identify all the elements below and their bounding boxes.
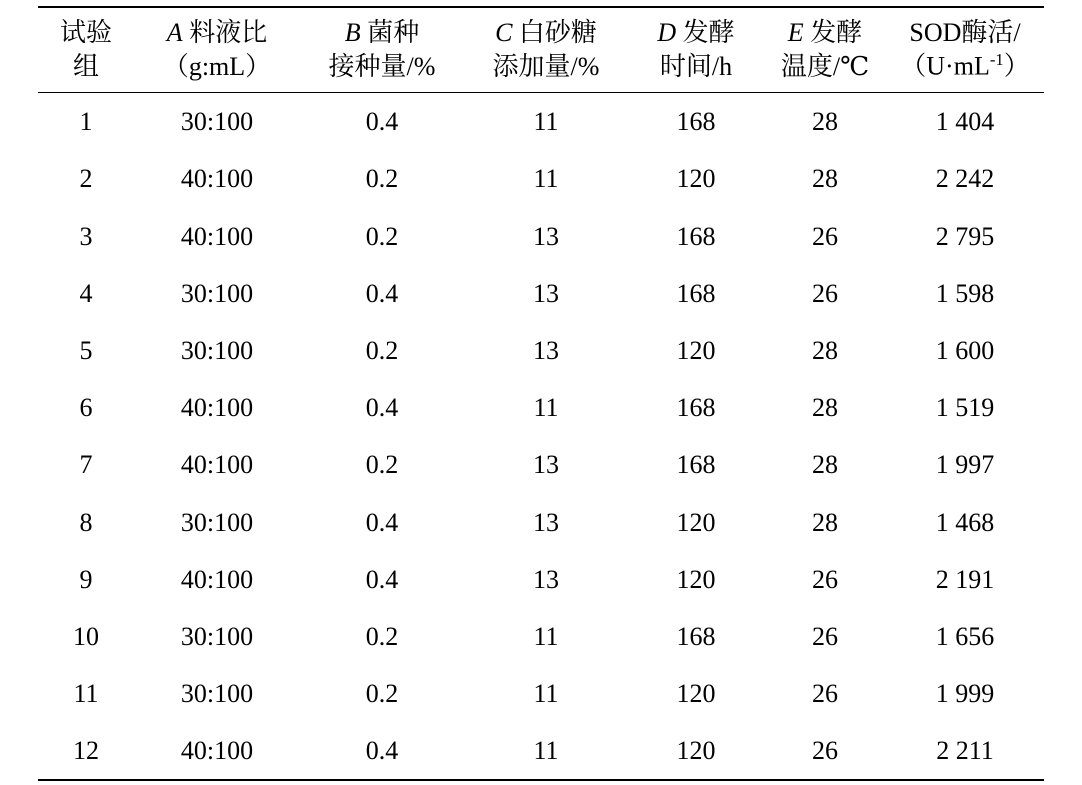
cell-factor_e: 28 bbox=[812, 107, 838, 137]
cell-factor_e: 26 bbox=[812, 621, 838, 651]
cell-factor_a: 30:100 bbox=[180, 107, 254, 137]
cell-factor_d: 168 bbox=[676, 278, 716, 308]
cell-factor_a: 40:100 bbox=[180, 564, 254, 594]
cell-factor_d: 120 bbox=[676, 507, 716, 537]
table-row bbox=[38, 208, 1044, 265]
column-header-factor-c-line1: C 白砂糖 bbox=[495, 18, 597, 48]
table-body bbox=[38, 93, 1044, 781]
cell-sod: 1 468 bbox=[935, 507, 995, 537]
cell-factor_a: 40:100 bbox=[180, 221, 254, 251]
cell-factor_c: 13 bbox=[533, 507, 559, 537]
column-header-factor-e bbox=[764, 7, 886, 93]
cell-sod: 1 656 bbox=[935, 621, 995, 651]
cell-factor_b: 0.2 bbox=[365, 621, 399, 651]
cell-group: 4 bbox=[79, 278, 93, 308]
cell-factor_a: 40:100 bbox=[134, 722, 300, 780]
cell-group: 3 bbox=[79, 221, 93, 251]
cell-factor_b: 0.2 bbox=[365, 679, 399, 709]
cell-factor_d: 120 bbox=[676, 564, 716, 594]
column-header-group-line2: 组 bbox=[72, 51, 99, 81]
cell-factor_c: 13 bbox=[533, 221, 559, 251]
cell-factor_b: 0.2 bbox=[365, 335, 399, 365]
cell-sod: 1 997 bbox=[935, 450, 995, 480]
cell-sod: 1 600 bbox=[935, 335, 995, 365]
cell-factor_e: 28 bbox=[812, 164, 838, 194]
cell-factor_c: 13 bbox=[533, 335, 559, 365]
cell-factor_c: 11 bbox=[533, 164, 559, 194]
cell-factor_e: 28 bbox=[812, 450, 838, 480]
cell-factor_e: 28 bbox=[812, 507, 838, 537]
column-header-factor-b bbox=[300, 7, 464, 93]
cell-factor_c: 13 bbox=[533, 564, 559, 594]
cell-factor_a: 30:100 bbox=[180, 621, 254, 651]
cell-sod: 2 795 bbox=[935, 221, 995, 251]
cell-factor_b: 0.4 bbox=[365, 564, 399, 594]
cell-group: 8 bbox=[79, 507, 93, 537]
cell-group: 2 bbox=[79, 164, 93, 194]
table-row bbox=[38, 265, 1044, 322]
table-row bbox=[38, 93, 1044, 151]
table-row bbox=[38, 665, 1044, 722]
cell-factor_b: 0.4 bbox=[365, 107, 399, 137]
cell-factor_b: 0.4 bbox=[365, 278, 399, 308]
experiment-design-table bbox=[38, 6, 1044, 781]
cell-factor_c: 13 bbox=[533, 278, 559, 308]
cell-factor_b: 0.4 bbox=[365, 393, 399, 423]
column-header-factor-b-line1: B 菌种 bbox=[344, 18, 420, 48]
column-header-factor-d-line2: 时间/h bbox=[659, 51, 733, 81]
cell-group: 1 bbox=[79, 107, 93, 137]
column-header-factor-a-line1: A 料液比 bbox=[166, 18, 268, 48]
column-header-sod bbox=[886, 7, 1044, 93]
table-row bbox=[38, 379, 1044, 436]
column-header-factor-a-line2: （g:mL） bbox=[162, 51, 272, 81]
column-header-factor-c-line2: 添加量/% bbox=[492, 51, 600, 81]
cell-sod: 1 519 bbox=[935, 393, 995, 423]
cell-sod: 1 999 bbox=[935, 679, 995, 709]
column-header-group-line1: 试验 bbox=[59, 18, 112, 48]
cell-factor_c: 11 bbox=[464, 722, 628, 780]
cell-sod: 1 598 bbox=[935, 278, 995, 308]
cell-sod: 2 191 bbox=[935, 564, 995, 594]
cell-factor_d: 120 bbox=[628, 722, 764, 780]
table-row bbox=[38, 494, 1044, 551]
cell-factor_c: 13 bbox=[533, 450, 559, 480]
cell-factor_a: 30:100 bbox=[180, 507, 254, 537]
cell-sod: 1 404 bbox=[935, 107, 995, 137]
table-header bbox=[38, 7, 1044, 93]
cell-factor_b: 0.2 bbox=[365, 450, 399, 480]
cell-factor_d: 120 bbox=[676, 164, 716, 194]
cell-group: 6 bbox=[79, 393, 93, 423]
cell-factor_b: 0.2 bbox=[365, 164, 399, 194]
column-header-factor-d-line1: D 发酵 bbox=[657, 18, 735, 48]
cell-factor_b: 0.4 bbox=[365, 507, 399, 537]
column-header-factor-c bbox=[464, 7, 628, 93]
cell-factor_d: 168 bbox=[676, 393, 716, 423]
table-row bbox=[38, 722, 1044, 780]
cell-factor_e: 26 bbox=[812, 564, 838, 594]
cell-sod: 2 242 bbox=[935, 164, 995, 194]
document-page bbox=[0, 6, 1082, 785]
cell-factor_d: 168 bbox=[676, 107, 716, 137]
cell-factor_b: 0.2 bbox=[365, 221, 399, 251]
cell-factor_a: 30:100 bbox=[180, 679, 254, 709]
cell-sod: 2 211 bbox=[886, 722, 1044, 780]
column-header-factor-e-line1: E 发酵 bbox=[787, 18, 863, 48]
table-row bbox=[38, 608, 1044, 665]
cell-factor_a: 30:100 bbox=[180, 335, 254, 365]
cell-factor_d: 168 bbox=[676, 450, 716, 480]
table-row bbox=[38, 436, 1044, 493]
cell-factor_a: 40:100 bbox=[180, 393, 254, 423]
cell-group: 10 bbox=[73, 621, 99, 651]
cell-factor_b: 0.4 bbox=[300, 722, 464, 780]
cell-group: 9 bbox=[79, 564, 93, 594]
cell-factor_a: 30:100 bbox=[180, 278, 254, 308]
cell-factor_c: 11 bbox=[533, 393, 559, 423]
cell-group: 7 bbox=[79, 450, 93, 480]
cell-factor_c: 11 bbox=[533, 679, 559, 709]
column-header-factor-d bbox=[628, 7, 764, 93]
column-header-sod-line2: $(U\cdot mL^{-1})$ bbox=[900, 50, 1030, 81]
cell-factor_e: 28 bbox=[812, 335, 838, 365]
cell-factor_c: 11 bbox=[533, 107, 559, 137]
cell-group: 5 bbox=[79, 335, 93, 365]
cell-factor_d: 168 bbox=[676, 221, 716, 251]
cell-factor_e: 26 bbox=[812, 679, 838, 709]
column-header-sod-line1: SOD酶活/ bbox=[909, 18, 1021, 47]
cell-group: 12 bbox=[38, 722, 134, 780]
table-row bbox=[38, 322, 1044, 379]
cell-factor_d: 168 bbox=[676, 621, 716, 651]
column-header-factor-b-line2: 接种量/% bbox=[328, 51, 436, 81]
cell-group: 11 bbox=[73, 679, 99, 709]
cell-factor_a: 40:100 bbox=[180, 164, 254, 194]
cell-factor_e: 26 bbox=[812, 221, 838, 251]
cell-factor_e: 28 bbox=[812, 393, 838, 423]
cell-factor_e: 26 bbox=[764, 722, 886, 780]
cell-factor_a: 40:100 bbox=[180, 450, 254, 480]
cell-factor_d: 120 bbox=[676, 335, 716, 365]
column-header-factor-a bbox=[134, 7, 300, 93]
table-row bbox=[38, 150, 1044, 207]
cell-factor_d: 120 bbox=[676, 679, 716, 709]
table-header-row bbox=[38, 7, 1044, 93]
cell-factor_c: 11 bbox=[533, 621, 559, 651]
cell-factor_e: 26 bbox=[812, 278, 838, 308]
column-header-group bbox=[38, 7, 134, 93]
table-row bbox=[38, 551, 1044, 608]
column-header-factor-e-line2: 温度/℃ bbox=[780, 51, 870, 81]
